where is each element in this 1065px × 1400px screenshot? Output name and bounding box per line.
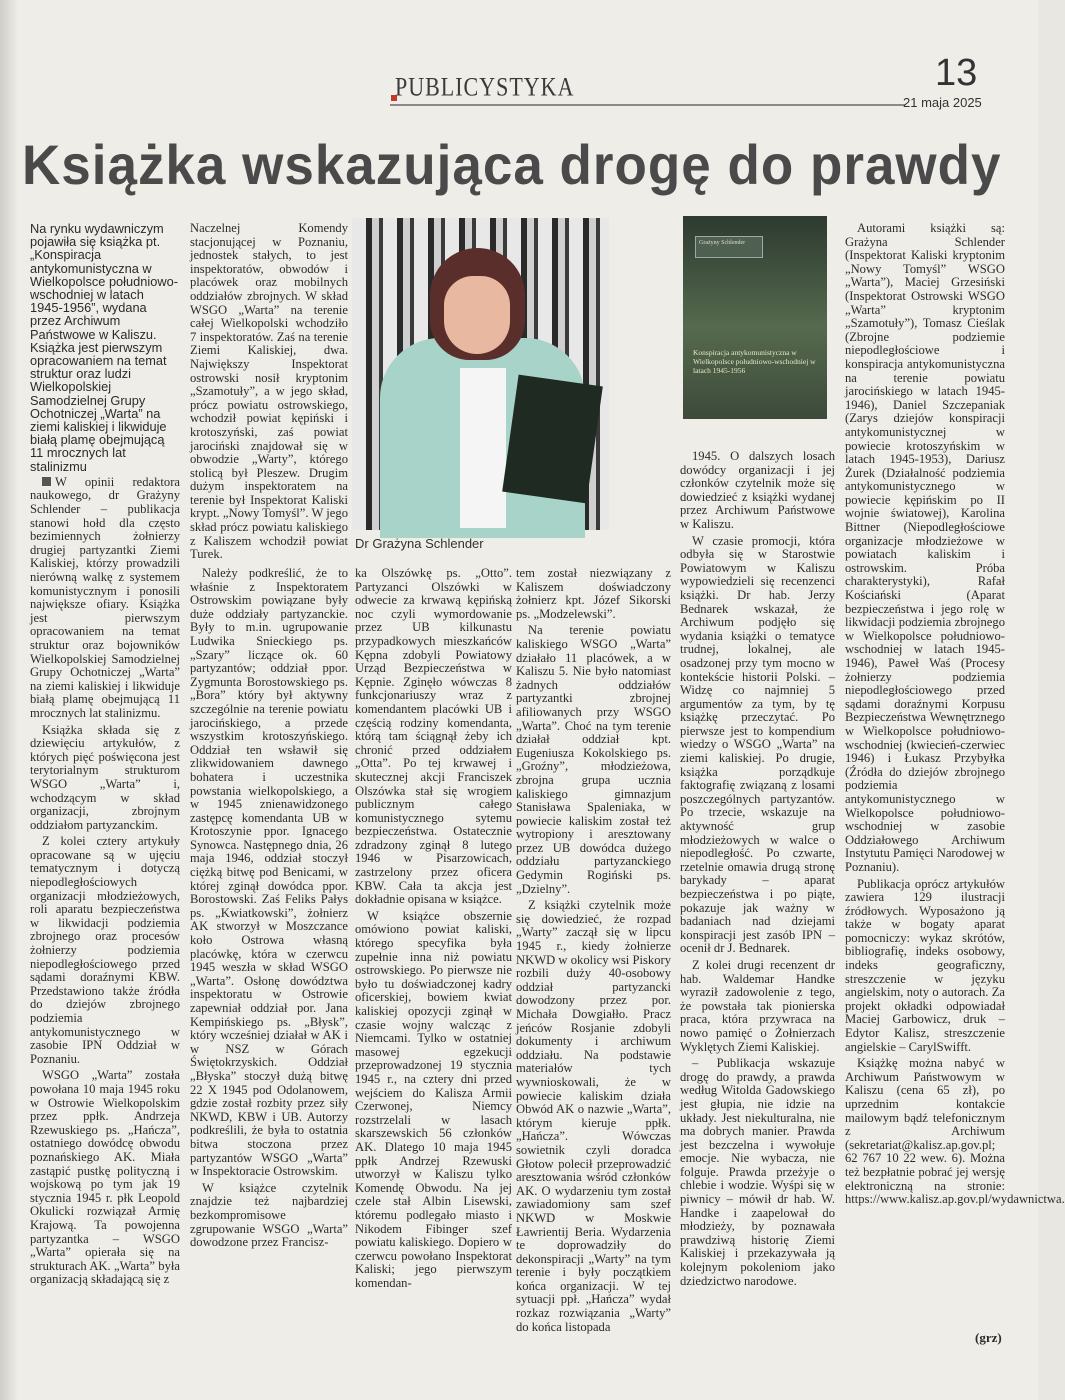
- paragraph: 1945. O dalszych losach dowódcy organizacji i jej członków czytelnik może się dowiedzieć z książki wydanej przez Archiwum Państwowe w Kaliszu.: [680, 449, 835, 531]
- paragraph: – Publikacja wskazuje drogę do prawdy, a prawda według Witolda Gadowskiego jest głupia, nie idzie na układy. Jest niekulturalna, nie ma dobrych manier. Prawda jest bezczelna i wywołuje emocje. Nie wybacza, nie folguje. Prawda przeżyje o chlebie i wodzie. Wyśpi się w piwnicy – mówił dr hab. W. Handke i zaapelował do młodzieży, by poznawała prawdziwą historię Ziemi Kaliskiej i przekazywała ją kolejnym pokoleniom jako dziedzictwo narodowe.: [680, 1056, 835, 1288]
- page-number: 13: [935, 52, 978, 94]
- paragraph: Publikacja oprócz artykułów zawiera 129 ilustracji źródłowych. Wyposażono ją także w bogaty aparat pomocniczy: wykaz skrótów, bibliografię, indeks osobowy, indeks geograficzny, streszczenie w języku angielskim, noty o autorach. Za projekt okładki odpowiadał Maciej Garbowicz, druk – Edytor Kalisz, streszczenie angielskie – CarylSwifft.: [845, 876, 1005, 1054]
- book-cover-author-tag: Grażyny Schlender: [695, 236, 763, 258]
- paragraph: W czasie promocji, która odbyła się w Starostwie Powiatowym w Kaliszu wypowiedzieli się recenzenci książki. Dr hab. Jerzy Bednarek wskazał, że Archiwum podjęło się wydania książki o tematyce trudnej, lokalnej, ale osadzonej przy tym mocno w kontekście historii Polski. – Widzę co najmniej 5 argumentów za tym, by tę książkę przeczytać. Po pierwsze jest to kompendium wiedzy o WSGO „Warta” na ziemi kaliskiej. Po drugie, książka porządkuje faktografię związaną z losami poszczególnych partyzantów. Po trzecie, wskazuje na aktywność grup młodzieżowych w walce o niepodległość. Po czwarte, rzetelnie omawia drugą stronę barykady – aparat bezpieczeństwa i po piąte, pokazuje jak ważny w badaniach nad dziejami konspiracji jest zasób IPN – ocenił dr J. Bednarek.: [680, 533, 835, 956]
- column-6: [845, 221, 1065, 1210]
- paragraph: Na terenie powiatu kaliskiego WSGO „Warta” działało 11 placówek, a w Kaliszu 5. Nie było natomiast żadnych oddziałów partyzantki zbrojnej afiliowanych przy WSGO „Warta”. Choć na tym terenie działał oddział kpt. Eugeniusza Kokolskiego ps. „Groźny”, młodzieżowa, zbrojna grupa ucznia kaliskiego gimnazjum Stanisława Spaleniaka, w powiecie kaliskim został też wytropiony i aresztowany przez UB dowódca dużego oddziału partyzanckiego Gedymin Rogiński ps. „Dzielny”.: [516, 623, 671, 896]
- paragraph: Należy podkreślić, że to właśnie z Inspektoratem Ostrowskim powiązane były duże oddziały partyzanckie. Były to m.in. ugrupowanie Ludwika Snieckiego ps. „Szary” liczące ok. 60 partyzantów; oddział ppor. Zygmunta Borostowskiego ps. „Bora” który był aktywny szczególnie na terenie powiatu jarocińskiego, a przede wszystkim krotoszyńskiego. Oddział ten wsławił się zlikwidowaniem dawnego bohatera i uczestnika powstania wielkopolskiego, a w 1945 znienawidzonego zastępcę komendanta UB w Krotoszynie ppor. Ignacego Synowca. Następnego dnia, 26 maja 1946, oddział stoczył ciężką bitwę pod Benicami, w której zginął dowódca ppor. Borostowski. Zaś Feliks Pałys ps. „Kwiatkowski”, żołnierz AK stworzył w Moszczance koło Ostrowa własną placówkę, która w czerwcu 1945 weszła w skład WSGO „Warta”. Osłonę dowództwa inspektoratu w Ostrowie zapewniał oddział por. Jana Kempińskiego ps. „Błysk”, który wcześniej działał w AK i w NSZ w Górach Świętokrzyskich. Oddział „Błyska” stoczył dużą bitwę 22 X 1945 pod Odolanowem, gdzie został rozbity przez siły NKWD, KBW i UB. Autorzy podkreślili, że była to ostatnia bitwa stoczona przez partyzantów WSGO „Warta” w Inspektoracie Ostrowskim.: [190, 566, 348, 1179]
- column-4: [516, 567, 671, 1337]
- paragraph: Z kolei drugi recenzent dr hab. Waldemar Handke wyraził zadowolenie z tego, że powstała tak pionierska praca, która przywraca na nowo pamięć o Żołnierzach Wyklętych Ziemi Kaliskiej.: [680, 957, 835, 1054]
- article-lead: Na rynku wydawniczym pojawiła się książka pt. „Konspiracja antykomunistyczna w Wielkopolsce południowo-wschodniej w latach 1945-1956”, wydana przez Archiwum Państwowe w Kaliszu. Książka jest pierwszym opracowaniem na temat struktur oraz ludzi Wielkopolskiej Samodzielnej Grupy Ochotniczej „Warta” na ziemi kaliskiej i likwiduje białą plamę obejmującą 11 mrocznych lat stalinizmu: [30, 221, 178, 474]
- section-label: PUBLICYSTYKA: [395, 71, 575, 102]
- paragraph: W książce obszernie omówiono powiat kaliski, którego specyfika była zupełnie inna niż powiatu ostrowskiego. Po pierwsze nie było tu doświadczonej kadry oficerskiej, bowiem kwiat kaliskiej opozycji zginął w czasie wojny walcząc z Niemcami. Tylko w ostatniej masowej egzekucji przeprowadzonej 19 stycznia 1945 r., na cztery dni przed wejściem do Kalisza Armii Czerwonej, Niemcy rozstrzelali w lasach skarszewskich 56 członków AK. Dlatego 10 maja 1945 ppłk Andrzej Rzewuski utworzył w Kaliszu tylko Komendę Obwodu. Na jej czele stał Albin Lisewski, któremu podlegało miasto i Nikodem Fibinger szef powiatu kaliskiego. Dopiero w czerwcu powołano Inspektorat Kaliski; jego pierwszym komendan-: [355, 908, 512, 1290]
- paragraph: W opinii redaktora naukowego, dr Grażyny Schlender – publikacja stanowi hołd dla często bezimiennych żołnierzy drugiej partyzantki Ziemi Kaliskiej, którzy prowadzili nierówną walkę z systemem komunistycznym i ponosili największe ofiary. Książka jest pierwszym opracowaniem na temat struktur oraz bojowników Wielkopolskiej Samodzielnej Grupy Ochotniczej „Warta” na ziemi kaliskiej i likwiduje białą plamę obejmującą 11 mrocznych lat stalinizmu.: [30, 474, 180, 720]
- column-1: [30, 222, 180, 1290]
- author-photo: [352, 218, 609, 530]
- issue-date: 21 maja 2025: [903, 95, 982, 110]
- column-5: [680, 450, 835, 1291]
- paragraph: Książka składa się z dziewięciu artykułów, z których pięć poświęcona jest terytorialnym strukturom WSGO „Warta” i, wchodzącym w skład organizacji, zbrojnym oddziałom partyzanckim.: [30, 722, 180, 832]
- book-cover-title: Konspiracja antykomunistyczna w Wielkopolsce południowo-wschodniej w latach 1945-1956: [693, 348, 816, 375]
- photo-figure-shirt: [460, 368, 506, 528]
- paragraph: Książkę można nabyć w Archiwum Państwowym w Kaliszu (cena 65 zł), po uprzednim kontakcie mailowym bądź telefonicznym z Archiwum (sekretariat@kalisz.ap.gov.pl; 62 767 10 22 wew. 6). Można też bezpłatnie pobrać jej wersję elektroniczną na stronie: https://www.kalisz.ap.gov.pl/wydawnictwa.: [845, 1056, 1065, 1207]
- paragraph: Autorami książki są: Grażyna Schlender (Inspektorat Kaliski kryptonim „Nowy Tomyśl” WSGO „Warta”), Maciej Grzesiński (Inspektorat Ostrowski WSGO „Warta” kryptonim „Szamotuły”), Tomasz Cieślak (Zbrojne podziemie niepodległościowe i konspiracja antykomunistyczna na terenie powiatu jarocińskiego w latach 1945-1946), Daniel Szczepaniak (Zarys dziejów konspiracji antykomunistycznej w powiecie krotoszyńskim w latach 1945-1953), Dariusz Żurek (Działalność podziemia antykomunistycznego w powiecie kępińskim po II wojnie światowej), Karolina Bittner (Niepodległościowe organizacje młodzieżowe w powiatach kaliskim i ostrowskim. Próba charakterystyki), Rafał Kościański (Aparat bezpieczeństwa i jego rolę w likwidacji podziemia zbrojnego w Wielkopolsce południowo-wschodniej w latach 1945-1946), Paweł Waś (Procesy żołnierzy podziemia niepodległościowego przed sądami doraźnymi Korpusu Bezpieczeństwa Wewnętrznego w Wielkopolsce południowo-wschodniej (kwiecień-czerwiec 1946) i Łukasz Przybyłka (Źródła do dziejów zbrojnego podziemia antykomunistycznego w Wielkopolsce południowo-wschodniej w zasobie Oddziałowego Archiwum Instytutu Pamięci Narodowej w Poznaniu).: [845, 221, 1005, 874]
- section-rule: [390, 104, 905, 106]
- page-edge-shadow: [0, 0, 18, 1400]
- article-headline: Książka wskazująca drogę do prawdy: [22, 134, 1002, 197]
- photo-figure-face: [444, 276, 510, 354]
- column-3: [355, 567, 512, 1293]
- paragraph: Z kolei cztery artykuły opracowane są w ujęciu tematycznym i dotyczą niepodległościowych organizacji młodzieżowych, roli aparatu bezpieczeństwa w likwidacji podziemia zbrojnego oraz procesów żołnierzy podziemia niepodległościowego przed sądami doraźnymi KBW. Przedstawiono także źródła do dziejów zbrojnego podziemia antykomunistycznego w zasobie IPN Oddział w Poznaniu.: [30, 834, 180, 1066]
- photo-caption: Dr Grażyna Schlender: [355, 536, 484, 551]
- paragraph: W książce czytelnik znajdzie też najbardziej bezkompromisowe zgrupowanie WSGO „Warta” dowodzone przez Francisz-: [190, 1180, 348, 1250]
- photo-held-book: [502, 375, 603, 504]
- paragraph: Z książki czytelnik może się dowiedzieć, że rozpad „Warty” zaczął się w lipcu 1945 r., kiedy żołnierze NKWD w okolicy wsi Piskory rozbili duży 40-osobowy oddział partyzancki dowodzony przez por. Michała Dowgiałło. Pracz jeńców Rosjanie zdobyli dokumenty i archiwum oddziału. Na podstawie materiałów tych wywnioskowali, że w powiecie kaliskim działa Obwód AK o nazwie „Warta”, którym kieruje ppłk. „Hańcza”. Wówczas sowietnik czyli doradca Głotow polecił przeprowadzić aresztowania wśród członków AK. O wydarzeniu tym został zawiadomiony sam szef NKWD w Moskwie Ławrientij Beria. Wydarzenia te doprowadziły do dekonspiracji „Warty” na tym terenie i były początkiem końca organizacji. W tej sytuacji ppł. „Hańcza” wydał rozkaz rozwiązania „Warty” do końca listopada: [516, 898, 671, 1334]
- paragraph-square-icon: [42, 477, 51, 486]
- paragraph: Naczelnej Komendy stacjonującej w Poznaniu, jednostek stałych, to jest inspektoratów, obwodów i placówek oraz mobilnych oddziałów zbrojnych. W skład WSGO „Warta” na terenie całej Wielkopolski wchodziło 7 inspektoratów. Zaś na terenie Ziemi Kaliskiej, dwa. Największy Inspektorat ostrowski nosił kryptonim „Szamotuły”, a w jego skład, prócz powiatu ostrowskiego, wchodził powiat kępiński i krotoszyński, zaś powiat jarociński znajdował się w obwodzie „Warty”, którego stolicą był Pleszew. Drugim dużym inspektoratem na terenie był Inspektorat Kaliski krypt. „Nowy Tomyśl”. W jego skład prócz powiatu kaliskiego z Kaliszem wchodził powiat Turek.: [190, 221, 348, 562]
- column-2-bottom: [190, 567, 348, 1253]
- paragraph: ka Olszówkę ps. „Otto”. Partyzanci Olszówki w odwecie za krwawą kępińską noc czyli wymordowanie przez UB kilkunastu przypadkowych mieszkańców Kępna zdobyli Powiatowy Urząd Bezpieczeństwa w Kępnie. Zginęło wówczas 8 funkcjonariuszy wraz z komendantem placówki UB i częścią rodziny komendanta, którą tam ściągnął żeby ich chronić przed oddziałem „Otta”. Po tej krwawej i skutecznej akcji Franciszek Olszówka stał się wrogiem publicznym całego komunistycznego sytemu bezpieczeństwa. Ostatecznie zdradzony zginął 8 lutego 1946 w Pisarzowicach, zastrzelony przez oficera KBW. Cała ta akcja jest dokładnie opisana w książce.: [355, 566, 512, 907]
- book-cover-image: [683, 216, 827, 419]
- paragraph: WSGO „Warta” została powołana 10 maja 1945 roku w Ostrowie Wielkopolskim przez ppłk. Andrzeja Rzewuskiego ps. „Hańcza”, ostatniego dowódcę obwodu poznańskiego AK. Miała zastąpić pustkę polityczną i wojskową po tym jak 19 stycznia 1945 r. płk Leopold Okulicki rozwiązał Armię Krajową. Ta powojenna partyzantka – WSGO „Warta” opierała się na strukturach AK. „Warta” była organizacją składającą się z: [30, 1068, 180, 1287]
- paragraph: tem został niezwiązany z Kaliszem doświadczony żołnierz kpt. Józef Sikorski ps. „Modzelewski”.: [516, 566, 671, 621]
- column-2-top: [190, 222, 348, 565]
- author-signature: (grz): [975, 1330, 1002, 1345]
